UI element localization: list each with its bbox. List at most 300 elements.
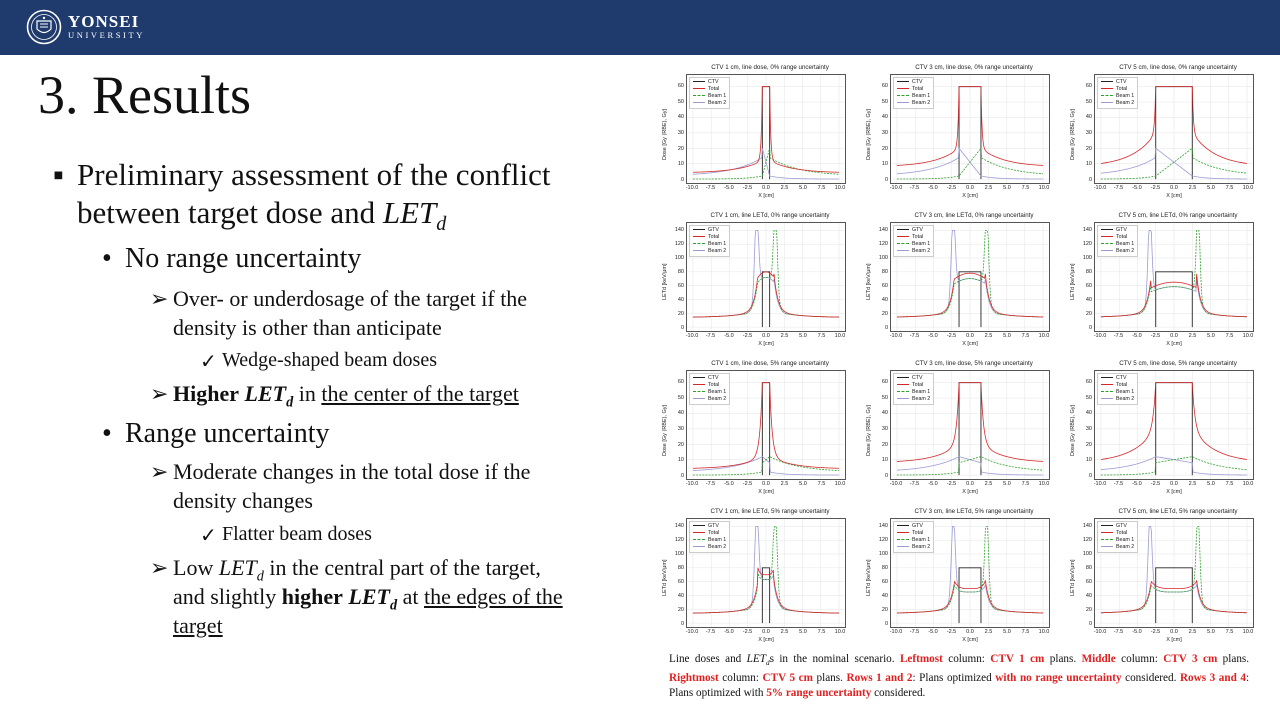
plot-xlabel: X [cm] xyxy=(758,637,774,643)
x-tick-label: 0.0 xyxy=(1170,629,1178,635)
y-tick-label: 140 xyxy=(878,522,888,529)
y-tick-label: 50 xyxy=(881,98,888,105)
legend-swatch xyxy=(693,525,705,526)
y-tick-label: 50 xyxy=(677,98,684,105)
y-tick-label: 60 xyxy=(881,282,888,289)
cap-rows34: Rows 3 and 4 xyxy=(1179,672,1246,685)
y-tick-label: 60 xyxy=(677,578,684,585)
legend-label: Beam 2 xyxy=(1116,248,1135,254)
x-tick-label: -10.0 xyxy=(685,185,699,191)
x-tick-label: 7.5 xyxy=(1021,185,1030,191)
legend-swatch xyxy=(1101,532,1113,533)
cap-p11: : Plans optimized with xyxy=(669,672,1250,700)
legend-swatch xyxy=(693,384,705,385)
legend-label: Beam 2 xyxy=(912,248,931,254)
y-tick-label: 80 xyxy=(677,268,684,275)
legend-entry xyxy=(693,248,726,255)
x-tick-label: -7.5 xyxy=(909,481,920,487)
edges-of-the: the edges of the xyxy=(424,584,563,609)
x-tick-label: 7.5 xyxy=(1021,481,1030,487)
legend-entry xyxy=(1101,544,1134,551)
x-tick-label: -2.5 xyxy=(1150,333,1161,339)
y-tick-label: 100 xyxy=(674,550,684,557)
x-tick-label: -2.5 xyxy=(946,481,957,487)
y-tick-label: 20 xyxy=(677,441,684,448)
legend-entry xyxy=(693,396,726,403)
plot-title: CTV 5 cm, line LETd, 0% range uncertainty xyxy=(1118,212,1238,219)
x-tick-label: 7.5 xyxy=(1225,333,1234,339)
x-tick-label: 5.0 xyxy=(1207,629,1215,635)
x-tick-label: 10.0 xyxy=(834,333,846,339)
x-tick-label: -7.5 xyxy=(1113,481,1124,487)
x-tick-label: 2.5 xyxy=(1188,185,1197,191)
plot-xlabel: X [cm] xyxy=(758,489,774,495)
slightly-word: and slightly xyxy=(173,584,277,609)
cap-p8: plans. xyxy=(816,672,843,685)
legend-entry xyxy=(693,93,726,100)
legend-label: Beam 1 xyxy=(1116,537,1135,543)
let-subscript: d xyxy=(256,568,264,585)
higher-let-2 xyxy=(348,584,398,614)
legend-label: GTV xyxy=(1116,523,1127,529)
legend-swatch xyxy=(1101,95,1113,96)
plot-title: CTV 1 cm, line LETd, 0% range uncertainty xyxy=(710,212,830,219)
x-tick-label: -7.5 xyxy=(909,185,920,191)
let-subscript: d xyxy=(389,597,398,614)
x-tick-label: 0.0 xyxy=(762,629,770,635)
x-tick-label: -10.0 xyxy=(889,185,903,191)
legend-label: GTV xyxy=(708,523,719,529)
x-tick-label: -2.5 xyxy=(1150,629,1161,635)
plot-panel xyxy=(868,360,1058,502)
bullet-1-line1: Preliminary assessment of the conflict xyxy=(77,157,551,192)
x-tick-label: -7.5 xyxy=(909,333,920,339)
x-tick-label: -2.5 xyxy=(742,481,753,487)
x-tick-label: -7.5 xyxy=(705,481,716,487)
x-tick-label: 7.5 xyxy=(1021,333,1030,339)
plot-xlabel: X [cm] xyxy=(962,489,978,495)
x-tick-label: 10.0 xyxy=(1038,185,1050,191)
legend-label: GTV xyxy=(912,523,923,529)
y-tick-label: 0 xyxy=(884,473,888,479)
bullet-1-line2 xyxy=(77,195,446,236)
legend-entry xyxy=(897,375,930,382)
legend-entry xyxy=(1101,241,1134,248)
y-tick-label: 60 xyxy=(677,82,684,89)
legend-label: Total xyxy=(1116,234,1128,240)
plot-panel xyxy=(664,508,854,650)
legend-entry xyxy=(897,382,930,389)
bullet-overdosage-line2: density is other than anticipate xyxy=(173,315,442,340)
legend-label: Beam 2 xyxy=(1116,396,1135,402)
x-tick-label: 0.0 xyxy=(966,333,974,339)
x-tick-label: 0.0 xyxy=(1170,333,1178,339)
legend-swatch xyxy=(897,250,909,251)
higher-word: Higher xyxy=(173,381,239,406)
legend-entry xyxy=(1101,93,1134,100)
check-icon: ✓ xyxy=(200,351,217,373)
y-tick-label: 40 xyxy=(1085,410,1092,417)
cap-p7: column: xyxy=(722,672,759,685)
x-tick-label: -2.5 xyxy=(1150,185,1161,191)
cap-ctv5: CTV 5 cm xyxy=(762,672,813,685)
legend-swatch xyxy=(1101,384,1113,385)
bullet-1-line2-text: between target dose and xyxy=(77,195,376,230)
plot-title: CTV 3 cm, line LETd, 0% range uncertainty xyxy=(914,212,1034,219)
x-tick-label: 5.0 xyxy=(799,629,807,635)
legend-swatch xyxy=(897,546,909,547)
y-tick-label: 30 xyxy=(881,129,888,136)
x-tick-label: -10.0 xyxy=(1093,333,1107,339)
legend-label: Beam 2 xyxy=(708,248,727,254)
legend-entry xyxy=(897,227,930,234)
legend-label: Beam 1 xyxy=(912,537,931,543)
university-logo-text xyxy=(68,13,145,41)
y-tick-label: 40 xyxy=(881,410,888,417)
y-tick-label: 20 xyxy=(1085,441,1092,448)
x-tick-label: -10.0 xyxy=(1093,629,1107,635)
x-tick-label: 7.5 xyxy=(817,333,826,339)
cap-p10: considered. xyxy=(1125,672,1177,685)
y-tick-label: 40 xyxy=(677,592,684,599)
y-tick-label: 20 xyxy=(677,145,684,152)
plot-ylabel: LETd [keV/μm] xyxy=(866,559,872,597)
plot-ylabel: Dose [Gy (RBE), Gy] xyxy=(1070,404,1076,456)
target-word: target xyxy=(173,613,223,638)
legend-swatch xyxy=(693,81,705,82)
x-tick-label: -10.0 xyxy=(685,629,699,635)
y-tick-label: 60 xyxy=(881,578,888,585)
legend-swatch xyxy=(1101,81,1113,82)
x-tick-label: 2.5 xyxy=(780,629,789,635)
y-tick-label: 100 xyxy=(1082,254,1092,261)
arrow-bullet-icon: ➢ xyxy=(150,555,169,580)
plot-panel xyxy=(868,64,1058,206)
y-tick-label: 80 xyxy=(881,564,888,571)
plot-xlabel: X [cm] xyxy=(1166,489,1182,495)
x-tick-label: 0.0 xyxy=(762,185,770,191)
plot-title: CTV 3 cm, line dose, 0% range uncertainty xyxy=(915,64,1033,71)
y-tick-label: 0 xyxy=(680,177,684,183)
x-tick-label: -5.0 xyxy=(1132,629,1142,635)
x-tick-label: -7.5 xyxy=(705,185,716,191)
y-tick-label: 140 xyxy=(1082,226,1092,233)
legend-label: Total xyxy=(708,234,720,240)
slide-title: 3. Results xyxy=(38,65,252,125)
legend-swatch xyxy=(897,229,909,230)
x-tick-label: -10.0 xyxy=(1093,185,1107,191)
legend-entry xyxy=(1101,389,1134,396)
legend-label: Beam 2 xyxy=(912,544,931,550)
bullet-moderate-line2: density changes xyxy=(173,488,313,513)
legend-entry xyxy=(897,544,930,551)
x-tick-label: -7.5 xyxy=(1113,185,1124,191)
x-tick-label: 7.5 xyxy=(1225,185,1234,191)
y-tick-label: 100 xyxy=(674,254,684,261)
legend-label: Total xyxy=(912,530,924,536)
y-tick-label: 140 xyxy=(674,522,684,529)
legend-swatch xyxy=(1101,525,1113,526)
legend-swatch xyxy=(1101,243,1113,244)
plot-legend xyxy=(689,225,730,257)
y-tick-label: 10 xyxy=(677,161,684,168)
bullet-low-let-line1 xyxy=(173,555,541,585)
y-tick-label: 50 xyxy=(881,394,888,401)
bullet-moderate-line1: Moderate changes in the total dose if the xyxy=(173,459,531,484)
x-tick-label: 2.5 xyxy=(1188,481,1197,487)
plot-panel xyxy=(1072,508,1262,650)
legend-swatch xyxy=(897,81,909,82)
legend-entry xyxy=(1101,537,1134,544)
y-tick-label: 0 xyxy=(1088,621,1092,627)
legend-entry xyxy=(897,93,930,100)
x-tick-label: 2.5 xyxy=(1188,333,1197,339)
x-tick-label: 7.5 xyxy=(1225,629,1234,635)
legend-swatch xyxy=(897,398,909,399)
plot-ylabel: Dose [Gy (RBE), Gy] xyxy=(1070,108,1076,160)
plot-xlabel: X [cm] xyxy=(1166,193,1182,199)
y-tick-label: 0 xyxy=(680,621,684,627)
legend-entry xyxy=(1101,396,1134,403)
legend-label: Beam 2 xyxy=(912,396,931,402)
let-symbol: LET xyxy=(244,381,287,406)
y-tick-label: 0 xyxy=(680,473,684,479)
plot-xlabel: X [cm] xyxy=(962,637,978,643)
legend-label: Total xyxy=(1116,382,1128,388)
legend-swatch xyxy=(693,236,705,237)
y-tick-label: 140 xyxy=(878,226,888,233)
x-tick-label: -5.0 xyxy=(1132,333,1142,339)
check-icon: ✓ xyxy=(200,525,217,547)
y-tick-label: 60 xyxy=(677,282,684,289)
x-tick-label: -2.5 xyxy=(946,185,957,191)
x-tick-label: 5.0 xyxy=(799,333,807,339)
figure-grid xyxy=(664,64,1264,652)
bullet-1-let xyxy=(382,195,447,236)
x-tick-label: -10.0 xyxy=(889,481,903,487)
plot-legend xyxy=(893,225,934,257)
x-tick-label: 7.5 xyxy=(1021,629,1030,635)
legend-label: GTV xyxy=(708,227,719,233)
legend-swatch xyxy=(897,236,909,237)
bullet-no-range: No range uncertainty xyxy=(125,243,362,274)
legend-entry xyxy=(897,241,930,248)
plot-panel xyxy=(1072,360,1262,502)
bullet-wedge: Wedge-shaped beam doses xyxy=(222,349,437,371)
y-tick-label: 120 xyxy=(878,240,888,247)
figure-caption xyxy=(669,652,1249,701)
legend-swatch xyxy=(1101,391,1113,392)
y-tick-label: 120 xyxy=(1082,536,1092,543)
cap-p6: plans. xyxy=(1222,653,1250,665)
y-tick-label: 140 xyxy=(1082,522,1092,529)
plot-ylabel: Dose [Gy (RBE), Gy] xyxy=(866,108,872,160)
x-tick-label: 0.0 xyxy=(762,481,770,487)
y-tick-label: 80 xyxy=(677,564,684,571)
y-tick-label: 40 xyxy=(881,296,888,303)
plot-xlabel: X [cm] xyxy=(962,193,978,199)
plot-title: CTV 1 cm, line dose, 5% range uncertainty xyxy=(711,360,829,367)
legend-label: Beam 2 xyxy=(1116,544,1135,550)
plot-panel xyxy=(1072,64,1262,206)
legend-label: Total xyxy=(1116,530,1128,536)
legend-swatch xyxy=(897,539,909,540)
legend-swatch xyxy=(1101,398,1113,399)
cap-p9: : Plans optimized xyxy=(912,672,992,685)
y-tick-label: 50 xyxy=(1085,98,1092,105)
x-tick-label: 7.5 xyxy=(1225,481,1234,487)
y-tick-label: 40 xyxy=(881,114,888,121)
legend-entry xyxy=(1101,530,1134,537)
x-tick-label: -5.0 xyxy=(928,333,938,339)
legend-label: Beam 1 xyxy=(708,241,727,247)
legend-entry xyxy=(693,375,726,382)
y-tick-label: 140 xyxy=(674,226,684,233)
cap-let: LET xyxy=(746,653,766,665)
x-tick-label: 7.5 xyxy=(817,185,826,191)
x-tick-label: 2.5 xyxy=(780,333,789,339)
y-tick-label: 100 xyxy=(1082,550,1092,557)
bullet-low-let-line3 xyxy=(173,613,223,639)
arrow-bullet-icon: ➢ xyxy=(150,286,169,311)
x-tick-label: 2.5 xyxy=(984,333,993,339)
round-bullet-icon: • xyxy=(102,418,112,449)
legend-label: Total xyxy=(912,234,924,240)
y-tick-label: 40 xyxy=(677,410,684,417)
legend-swatch xyxy=(693,95,705,96)
legend-swatch xyxy=(693,398,705,399)
legend-label: CTV xyxy=(912,79,923,85)
legend-swatch xyxy=(1101,88,1113,89)
y-tick-label: 60 xyxy=(1085,578,1092,585)
low-let-rest: in the central part of the target, xyxy=(269,555,541,580)
legend-swatch xyxy=(897,525,909,526)
plot-panel xyxy=(1072,212,1262,354)
legend-label: Beam 2 xyxy=(1116,100,1135,106)
x-tick-label: -2.5 xyxy=(742,333,753,339)
legend-label: CTV xyxy=(1116,375,1127,381)
plot-title: CTV 5 cm, line dose, 0% range uncertainty xyxy=(1119,64,1237,71)
low-word: Low xyxy=(173,555,214,580)
legend-swatch xyxy=(693,88,705,89)
square-bullet-icon: ▪ xyxy=(53,157,64,192)
x-tick-label: -7.5 xyxy=(705,333,716,339)
legend-entry xyxy=(693,537,726,544)
y-tick-label: 30 xyxy=(1085,129,1092,136)
legend-label: Total xyxy=(912,382,924,388)
legend-entry xyxy=(693,100,726,107)
x-tick-label: 5.0 xyxy=(1207,481,1215,487)
cap-p3: column: xyxy=(948,653,985,665)
y-tick-label: 10 xyxy=(1085,161,1092,168)
x-tick-label: 0.0 xyxy=(1170,481,1178,487)
legend-entry xyxy=(897,100,930,107)
y-tick-label: 40 xyxy=(677,114,684,121)
x-tick-label: 10.0 xyxy=(1038,629,1050,635)
x-tick-label: -10.0 xyxy=(685,481,699,487)
legend-entry xyxy=(693,79,726,86)
x-tick-label: 10.0 xyxy=(834,185,846,191)
legend-swatch xyxy=(693,229,705,230)
legend-entry xyxy=(897,389,930,396)
legend-swatch xyxy=(693,250,705,251)
y-tick-label: 20 xyxy=(881,145,888,152)
legend-label: Beam 1 xyxy=(1116,389,1135,395)
x-tick-label: 10.0 xyxy=(1242,333,1254,339)
y-tick-label: 40 xyxy=(1085,114,1092,121)
y-tick-label: 20 xyxy=(677,310,684,317)
let-subscript: d xyxy=(286,394,294,411)
x-tick-label: -2.5 xyxy=(742,629,753,635)
y-tick-label: 30 xyxy=(677,425,684,432)
cap-rightmost: Rightmost xyxy=(669,672,719,685)
x-tick-label: 5.0 xyxy=(1207,333,1215,339)
center-of-target: the center of the target xyxy=(321,381,519,406)
plot-ylabel: LETd [keV/μm] xyxy=(1070,263,1076,301)
y-tick-label: 120 xyxy=(878,536,888,543)
legend-label: Total xyxy=(708,382,720,388)
x-tick-label: -7.5 xyxy=(909,629,920,635)
y-tick-label: 30 xyxy=(881,425,888,432)
legend-label: GTV xyxy=(912,227,923,233)
y-tick-label: 20 xyxy=(1085,310,1092,317)
x-tick-label: 0.0 xyxy=(966,185,974,191)
legend-swatch xyxy=(1101,102,1113,103)
legend-label: Total xyxy=(912,86,924,92)
legend-label: Beam 1 xyxy=(708,93,727,99)
legend-entry xyxy=(897,530,930,537)
y-tick-label: 60 xyxy=(881,82,888,89)
legend-label: CTV xyxy=(708,79,719,85)
bullet-low-let-line2 xyxy=(173,584,563,614)
arrow-bullet-icon: ➢ xyxy=(150,381,169,406)
legend-swatch xyxy=(897,532,909,533)
legend-entry xyxy=(1101,86,1134,93)
x-tick-label: 2.5 xyxy=(780,185,789,191)
y-tick-label: 20 xyxy=(1085,606,1092,613)
cap-sub: d xyxy=(765,659,770,668)
cap-p12: considered. xyxy=(874,687,926,700)
x-tick-label: 2.5 xyxy=(1188,629,1197,635)
plot-legend xyxy=(689,373,730,405)
legend-entry xyxy=(693,227,726,234)
plot-panel xyxy=(664,360,854,502)
legend-entry xyxy=(897,86,930,93)
x-tick-label: 5.0 xyxy=(799,185,807,191)
y-tick-label: 40 xyxy=(1085,296,1092,303)
legend-label: Total xyxy=(708,86,720,92)
legend-swatch xyxy=(693,546,705,547)
cap-ctv3: CTV 3 cm xyxy=(1163,653,1218,665)
x-tick-label: 10.0 xyxy=(1038,333,1050,339)
x-tick-label: -10.0 xyxy=(889,333,903,339)
y-tick-label: 50 xyxy=(677,394,684,401)
legend-swatch xyxy=(897,102,909,103)
plot-ylabel: LETd [keV/μm] xyxy=(1070,559,1076,597)
legend-swatch xyxy=(897,88,909,89)
legend-swatch xyxy=(897,384,909,385)
yonsei-seal-icon xyxy=(26,9,62,45)
higher-let xyxy=(244,381,294,411)
plot-title: CTV 5 cm, line dose, 5% range uncertainty xyxy=(1119,360,1237,367)
cap-p2: s in the nominal scenario. xyxy=(769,653,895,665)
plot-legend xyxy=(893,77,934,109)
x-tick-label: 2.5 xyxy=(984,185,993,191)
x-tick-label: -10.0 xyxy=(685,333,699,339)
plot-xlabel: X [cm] xyxy=(1166,637,1182,643)
let-subscript: d xyxy=(436,213,447,236)
arrow-bullet-icon: ➢ xyxy=(150,459,169,484)
